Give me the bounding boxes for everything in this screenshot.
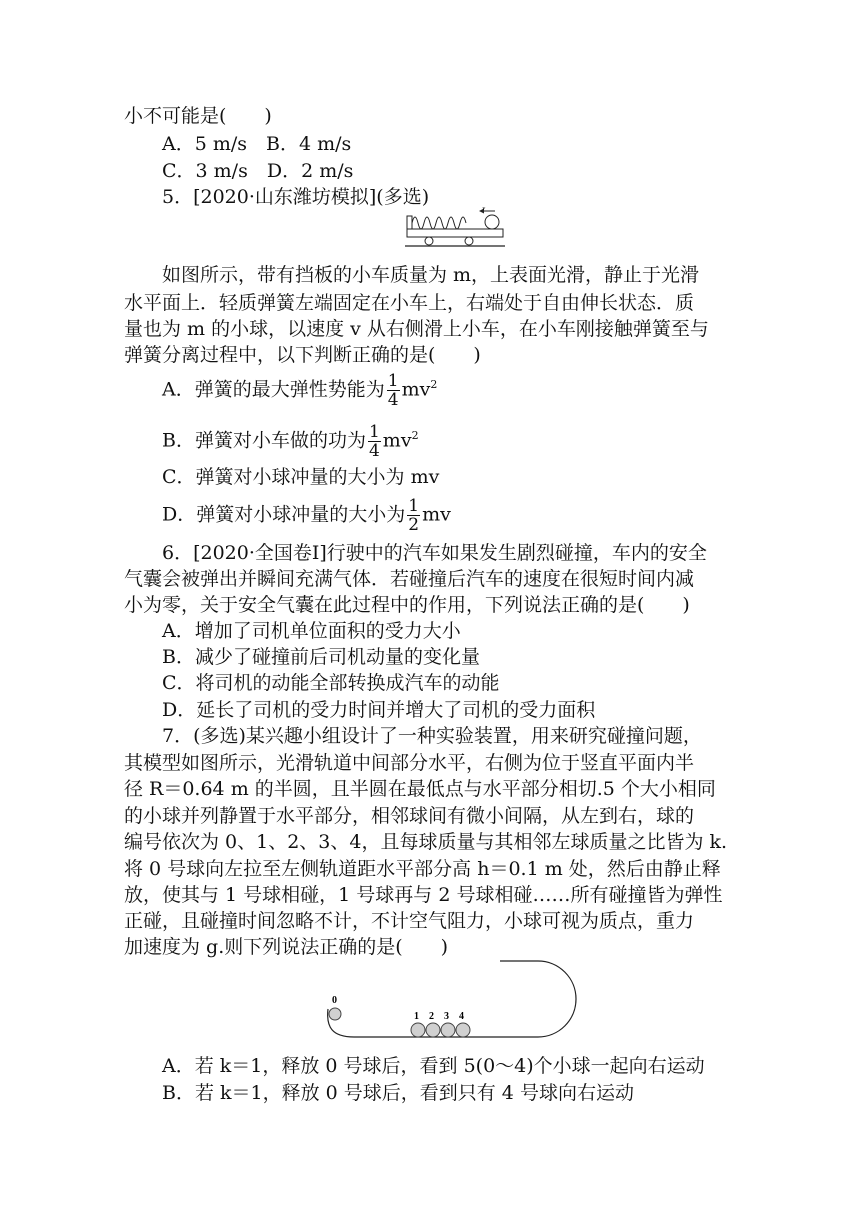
q5-stem-line-1: 如图所示，带有挡板的小车质量为 m，上表面光滑，静止于光滑 — [162, 264, 700, 286]
velocity-label: v — [482, 207, 486, 212]
q7-stem-line-4: 的小球并列静置于水平部分，相邻球间有微小间隔，从左到右，球的 — [124, 805, 695, 827]
q7-stem-line-7: 放，使其与 1 号球相碰，1 号球再与 2 号球相碰……所有碰撞皆为弹性 — [124, 884, 723, 906]
q7-option-b: B．若 k＝1，释放 0 号球后，看到只有 4 号球向右运动 — [162, 1082, 634, 1104]
q7-stem-line-8: 正碰，且碰撞时间忽略不计，不计空气阻力，小球可视为质点，重力 — [124, 910, 695, 932]
q7-stem-line-6: 将 0 号球向左拉至左侧轨道距水平部分高 h＝0.1 m 处，然后由静止释 — [124, 858, 721, 880]
q6-option-a: A．增加了司机单位面积的受力大小 — [162, 620, 461, 642]
q5-option-b: B．弹簧对小车做的功为 $\frac{1}{4}$ $mv^2$ — [162, 422, 419, 461]
fraction-one-quarter: $\frac{1}{4}$ — [368, 422, 380, 461]
q7-stem-line-3: 径 R＝0.64 m 的半圆，且半圆在最低点与水平部分相切.5 个大小相同 — [124, 778, 716, 800]
q7-stem-line-2: 其模型如图所示，光滑轨道中间部分水平，右侧为位于竖直平面内半 — [124, 752, 695, 774]
q7-stem-line-5: 编号依次为 0、1、2、3、4，且每球质量与其相邻左球质量之比皆为 k. — [124, 831, 728, 853]
q5-header: 5．[2020·山东潍坊模拟](多选) — [162, 186, 430, 208]
q6-option-d: D．延长了司机的受力时间并增大了司机的受力面积 — [162, 699, 596, 721]
q6-stem-line-1: 6．[2020·全国卷Ⅰ]行驶中的汽车如果发生剧烈碰撞，车内的安全 — [162, 542, 707, 564]
fraction-one-quarter: $\frac{1}{4}$ — [387, 371, 399, 410]
ball-label-4: 4 — [459, 1011, 464, 1022]
ball-label-3: 3 — [444, 1011, 449, 1022]
q4-options-cd: C．3 m/s D．2 m/s — [162, 160, 354, 182]
q6-stem-line-2: 气囊会被弹出并瞬间充满气体．若碰撞后汽车的速度在很短时间内减 — [124, 568, 695, 590]
q7-stem-line-9: 加速度为 g.则下列说法正确的是( ) — [124, 936, 449, 958]
q6-option-c: C．将司机的动能全部转换成汽车的动能 — [162, 672, 500, 694]
q7-stem-line-1: 7．(多选)某兴趣小组设计了一种实验装置，用来研究碰撞问题， — [162, 725, 702, 747]
q5-stem-line-4: 弹簧分离过程中，以下判断正确的是( ) — [124, 344, 481, 366]
q7-track-figure — [318, 955, 580, 1047]
q5-stem-line-2: 水平面上．轻质弹簧左端固定在小车上，右端处于自由伸长状态．质 — [124, 292, 695, 314]
fraction-one-half: $\frac{1}{2}$ — [408, 496, 420, 535]
q5-cart-spring-figure — [405, 207, 505, 249]
q4-stem-tail: 小不可能是( ) — [124, 105, 272, 127]
q5-stem-line-3: 量也为 m 的小球，以速度 v 从右侧滑上小车，在小车刚接触弹簧至与 — [124, 318, 709, 340]
q4-options-ab: A．5 m/s B．4 m/s — [162, 133, 352, 155]
ball-label-2: 2 — [429, 1011, 434, 1022]
q6-stem-line-3: 小为零，关于安全气囊在此过程中的作用，下列说法正确的是( ) — [124, 594, 690, 616]
q5-option-a: A．弹簧的最大弹性势能为 $\frac{1}{4}$ $mv^2$ — [162, 371, 438, 410]
q5-option-c: C．弹簧对小球冲量的大小为 mv — [162, 466, 440, 488]
q6-option-b: B．减少了碰撞前后司机动量的变化量 — [162, 646, 480, 668]
ball-label-0: 0 — [332, 995, 337, 1006]
ball-label-1: 1 — [414, 1011, 419, 1022]
q7-option-a: A．若 k＝1，释放 0 号球后，看到 5(0～4)个小球一起向右运动 — [162, 1055, 705, 1077]
q5-option-d: D．弹簧对小球冲量的大小为 $\frac{1}{2}$ mv — [162, 496, 451, 535]
